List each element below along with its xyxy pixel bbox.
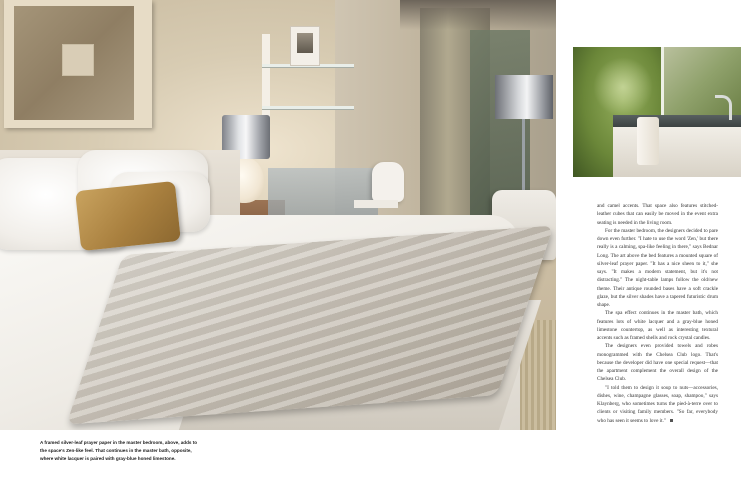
floor-lamp-shade (495, 75, 553, 119)
hanging-towel (637, 117, 659, 165)
framed-photo (290, 26, 320, 66)
article-paragraph: The designers even provided towels and robes monogrammed with the Chelsea Club logo. That's because the developer did have one special request—that the apartment complement the overall design of the Chelsea Club. (597, 343, 718, 383)
silver-leaf-prayer-paper (14, 6, 134, 120)
shelf-panel (262, 34, 270, 124)
article-paragraph-text: "I told them to design it soup to nuts—accessories, dishes, wine, champagne glasses, soap, shampoo," says Klaynberg, who sometimes turns the pied-à-terre over to clients or visiting family members. "So far, everybody who has seen it seems to love it." (597, 384, 718, 424)
glass-shelf (262, 106, 354, 110)
master-bath-photo (573, 47, 741, 177)
article-paragraph: and camel accents. That space also features stitched-leather cubes that can easily be moved in the event extra seating is needed in the living room. (597, 203, 718, 226)
photo-caption: A framed silver-leaf prayer paper in the master bedroom, above, adds to the space's Zen-like feel. That continues in the master bath, opposite, where white lacquer is paired with gray-blue honed limestone. (40, 440, 198, 461)
article-paragraph: For the master bedroom, the designers decided to pare down even further. "I hate to use the word 'Zen,' but there really is a calming, spa-like feeling in there," says Bednar Long. The art above the bed features a mounted square of silver-leaf prayer paper. "It has a nice sheen to it," she says. "It makes a modern statement, but it's not distracting." The night-table lamps follow the old/new theme. Their antique rounded bases have a soft crackle glaze, but the silver shades have a tapered futuristic drum shape. (597, 227, 718, 308)
end-mark-icon (670, 419, 673, 422)
artwork-center-square (62, 44, 94, 76)
article-paragraph (597, 384, 718, 425)
light-glow (593, 57, 653, 117)
white-lacquer-vanity (613, 127, 741, 177)
framed-artwork (4, 0, 152, 128)
gold-accent-pillow (75, 181, 181, 251)
faucet (715, 95, 732, 120)
article-paragraph: The spa effect continues in the master bath, which features lots of white lacquer and a gray-blue honed limestone countertop, as well as interesting textural accents such as framed shells and rock crystal candles. (597, 310, 718, 341)
glass-shelf-unit (262, 34, 354, 124)
ceiling-shadow (400, 0, 556, 30)
article-body (597, 202, 718, 425)
fur-throw-blanket (66, 226, 553, 425)
